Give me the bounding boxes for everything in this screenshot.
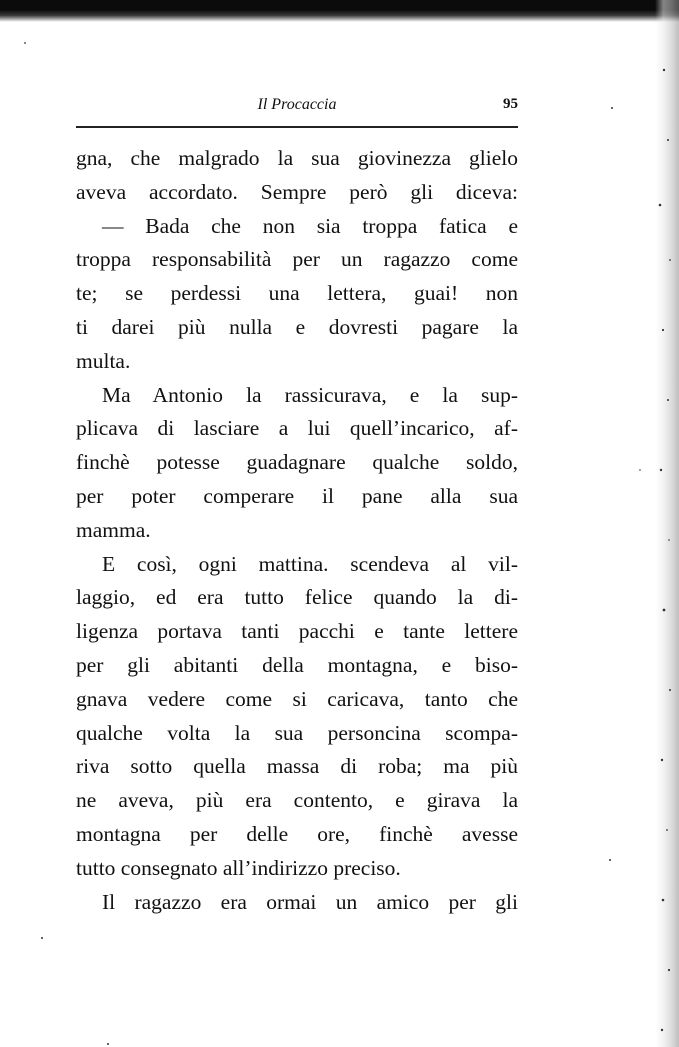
text-line: E così, ogni mattina. scendeva al vil- (102, 551, 518, 576)
header-rule (76, 126, 518, 128)
text-line: mamma. (76, 517, 151, 542)
body-text (76, 142, 518, 919)
text-line: qualche volta la sua personcina scompa- (76, 720, 518, 745)
text-line: te; se perdessi una lettera, guai! non (76, 281, 518, 306)
text-line: tutto consegnato all’indirizzo preciso. (76, 855, 401, 880)
text-line: Il ragazzo era ormai un amico per gli (102, 889, 518, 914)
running-title: Il Procaccia (257, 96, 337, 113)
scan-right-edge (655, 0, 679, 1047)
text-line: plicava di lasciare a lui quell’incarico, af- (76, 416, 518, 441)
text-line: ti darei più nulla e dovresti pagare la (76, 314, 518, 339)
text-line: per gli abitanti della montagna, e biso- (76, 652, 518, 677)
text-line: per poter comperare il pane alla sua (76, 483, 518, 508)
scan-top-edge (0, 0, 679, 22)
text-line: ne aveva, più era contento, e girava la (76, 788, 518, 813)
text-line: — Bada che non sia troppa fatica e (102, 213, 518, 238)
text-line: gna, che malgrado la sua giovinezza glielo (76, 146, 518, 170)
text-line: gnava vedere come si caricava, tanto che (76, 686, 518, 711)
running-header (76, 96, 518, 126)
text-line: riva sotto quella massa di roba; ma più (76, 754, 518, 779)
page-number: 95 (503, 96, 518, 112)
text-line: multa. (76, 348, 131, 373)
text-line: Ma Antonio la rassicurava, e la sup- (102, 382, 518, 407)
text-line: aveva accordato. Sempre però gli diceva: (76, 179, 518, 204)
text-line: finchè potesse guadagnare qualche soldo, (76, 450, 518, 475)
text-line: troppa responsabilità per un ragazzo come (76, 247, 518, 272)
text-line: laggio, ed era tutto felice quando la di- (76, 585, 518, 610)
text-line: montagna per delle ore, finchè avesse (76, 821, 518, 846)
text-line: ligenza portava tanti pacchi e tante lettere (76, 619, 518, 644)
